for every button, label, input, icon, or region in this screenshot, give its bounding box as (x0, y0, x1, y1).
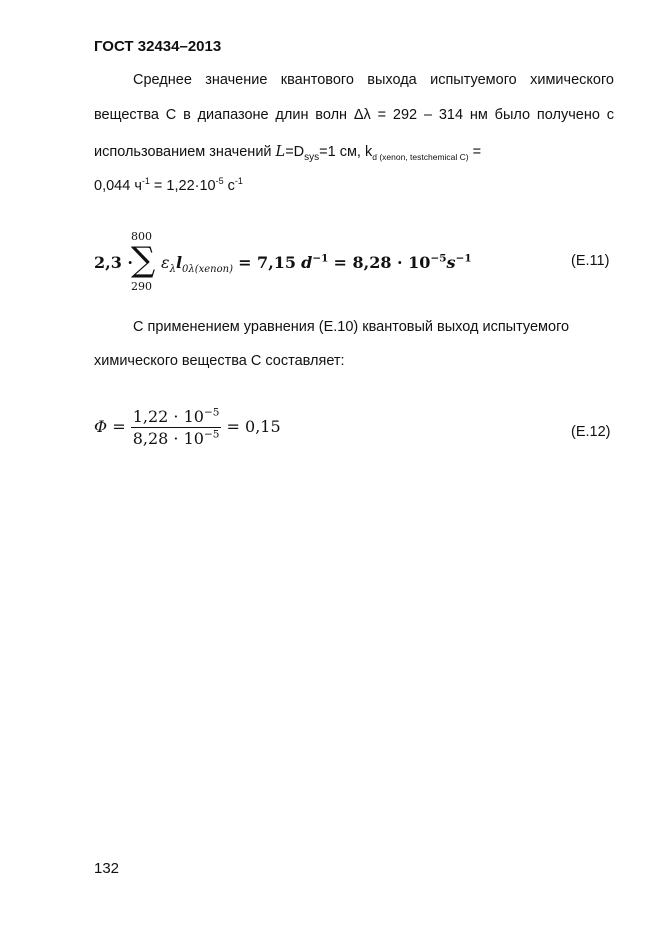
eq12-denominator: $8,28 \cdot 10^{-5}$ (132, 428, 220, 448)
document-header: ГОСТ 32434–2013 (94, 38, 222, 55)
eq11-number: (E.11) (571, 253, 610, 269)
eq11-sum-symbol: ∑ (131, 240, 156, 280)
eq11-coefficient: 2,3 · (94, 253, 133, 272)
eq11-expression: $\varepsilon_\lambda l_{0\lambda(xenon)} = 7,15$ $d^{-1} = 8,28 \cdot 10^{-5}s^{-1}$ (161, 252, 472, 276)
para1-line2: вещества С в диапазоне длин волн Δλ = 292 – 314 нм было получено с (94, 107, 614, 123)
eq11-lower-limit: 290 (131, 280, 152, 293)
eq12-numerator: $1,22 \cdot 10^{-5}$ (132, 406, 220, 426)
eq12-number: (E.12) (571, 424, 611, 440)
page-number: 132 (94, 860, 120, 877)
para1-line3: использованием значений $L=D_{sys}=1$ см, $k_{d (xenon, testchemical C)}$ = (94, 144, 482, 163)
eq12-fraction (131, 407, 222, 448)
eq11-upper-limit: 800 (131, 230, 152, 243)
eq12-expression: Φ = $\frac{1,22 \cdot 10^{-5}}{8,28 \cdot 10^{-5}}$ = 0,15 (94, 406, 281, 448)
para2-line2: химического вещества С составляет: (94, 353, 345, 369)
para2-line1: С применением уравнения (Е.10) квантовый выход испытуемого (133, 319, 570, 335)
para1-line4: 0,044 $ч^{-1} = 1,22\cdot 10^{-5}$ $с^{-1}$ (94, 176, 243, 194)
para1-line1: Среднее значение квантового выхода испытуемого химического (133, 72, 614, 88)
